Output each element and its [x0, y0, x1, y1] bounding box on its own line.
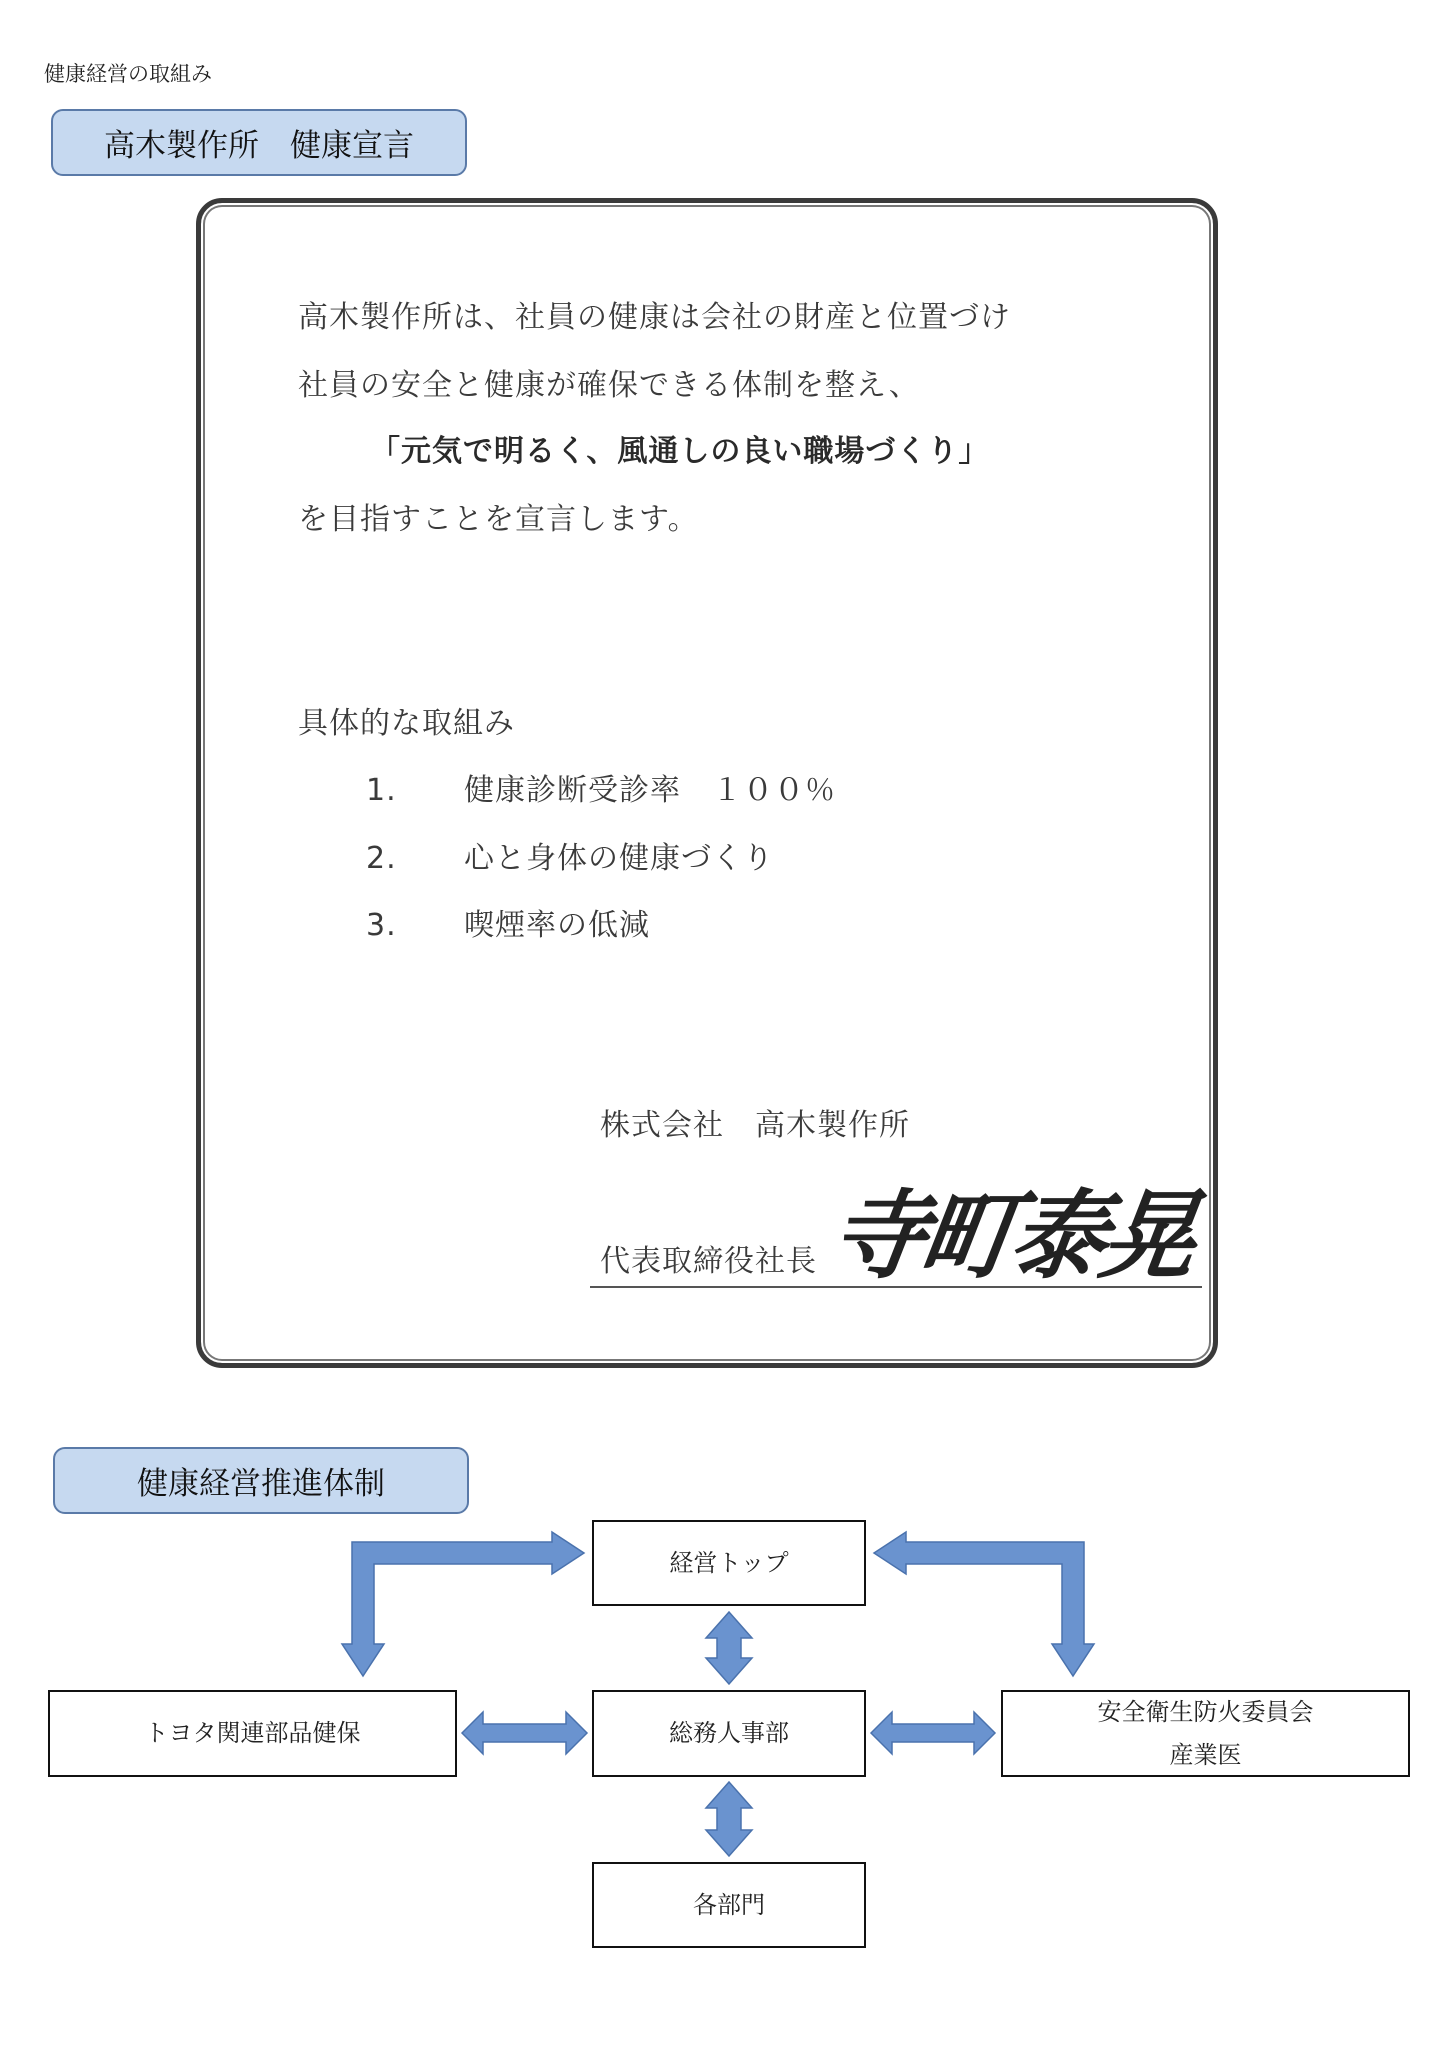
company-name: 株式会社 高木製作所 [600, 1108, 910, 1143]
node-safety-committee-occupational-physician [1001, 1690, 1410, 1777]
health-declaration-banner: 高木製作所 健康宣言 [51, 109, 467, 176]
declaration-line: を目指すことを宣言します。 [298, 502, 699, 537]
declaration-line: 高木製作所は、社員の健康は会社の財産と位置づけ [298, 300, 1011, 335]
node-toyota-health-insurance [48, 1690, 457, 1777]
initiatives-heading: 具体的な取組み [298, 706, 515, 741]
elbow-arrow-right-icon [874, 1532, 1094, 1676]
initiative-number: 2. [366, 841, 397, 876]
initiative-number: 1. [366, 773, 397, 808]
initiative-number: 3. [366, 908, 397, 943]
node-general-affairs-hr [592, 1690, 866, 1777]
node-label: 経営トップ [669, 1548, 789, 1577]
node-label: トヨタ関連部品健保 [144, 1719, 361, 1747]
node-label: 産業医 [1169, 1740, 1242, 1769]
node-each-department [592, 1862, 866, 1948]
ceo-signature: 寺町泰晃 [823, 1179, 1199, 1292]
node-label: 安全衛生防火委員会 [1097, 1697, 1314, 1726]
initiative-text: 健康診断受診率 １００％ [464, 773, 836, 808]
page-title: 健康経営の取組み [44, 62, 212, 86]
declaration-line: 社員の安全と健康が確保できる体制を整え、 [298, 368, 920, 403]
double-arrow-top-center-icon [706, 1612, 752, 1684]
ceo-title: 代表取締役社長 [600, 1244, 817, 1279]
initiative-text: 心と身体の健康づくり [464, 841, 774, 876]
double-arrow-left-center-icon [462, 1712, 587, 1754]
elbow-arrow-left-icon [342, 1532, 584, 1676]
declaration-slogan: 「元気で明るく、風通しの良い職場づくり」 [370, 434, 990, 469]
double-arrow-center-bottom-icon [706, 1782, 752, 1856]
double-arrow-center-right-icon [871, 1712, 995, 1754]
org-structure-banner: 健康経営推進体制 [53, 1447, 469, 1514]
node-label: 各部門 [693, 1890, 765, 1919]
node-management-top [592, 1520, 866, 1606]
node-label: 総務人事部 [669, 1719, 789, 1747]
initiative-text: 喫煙率の低減 [464, 908, 650, 943]
